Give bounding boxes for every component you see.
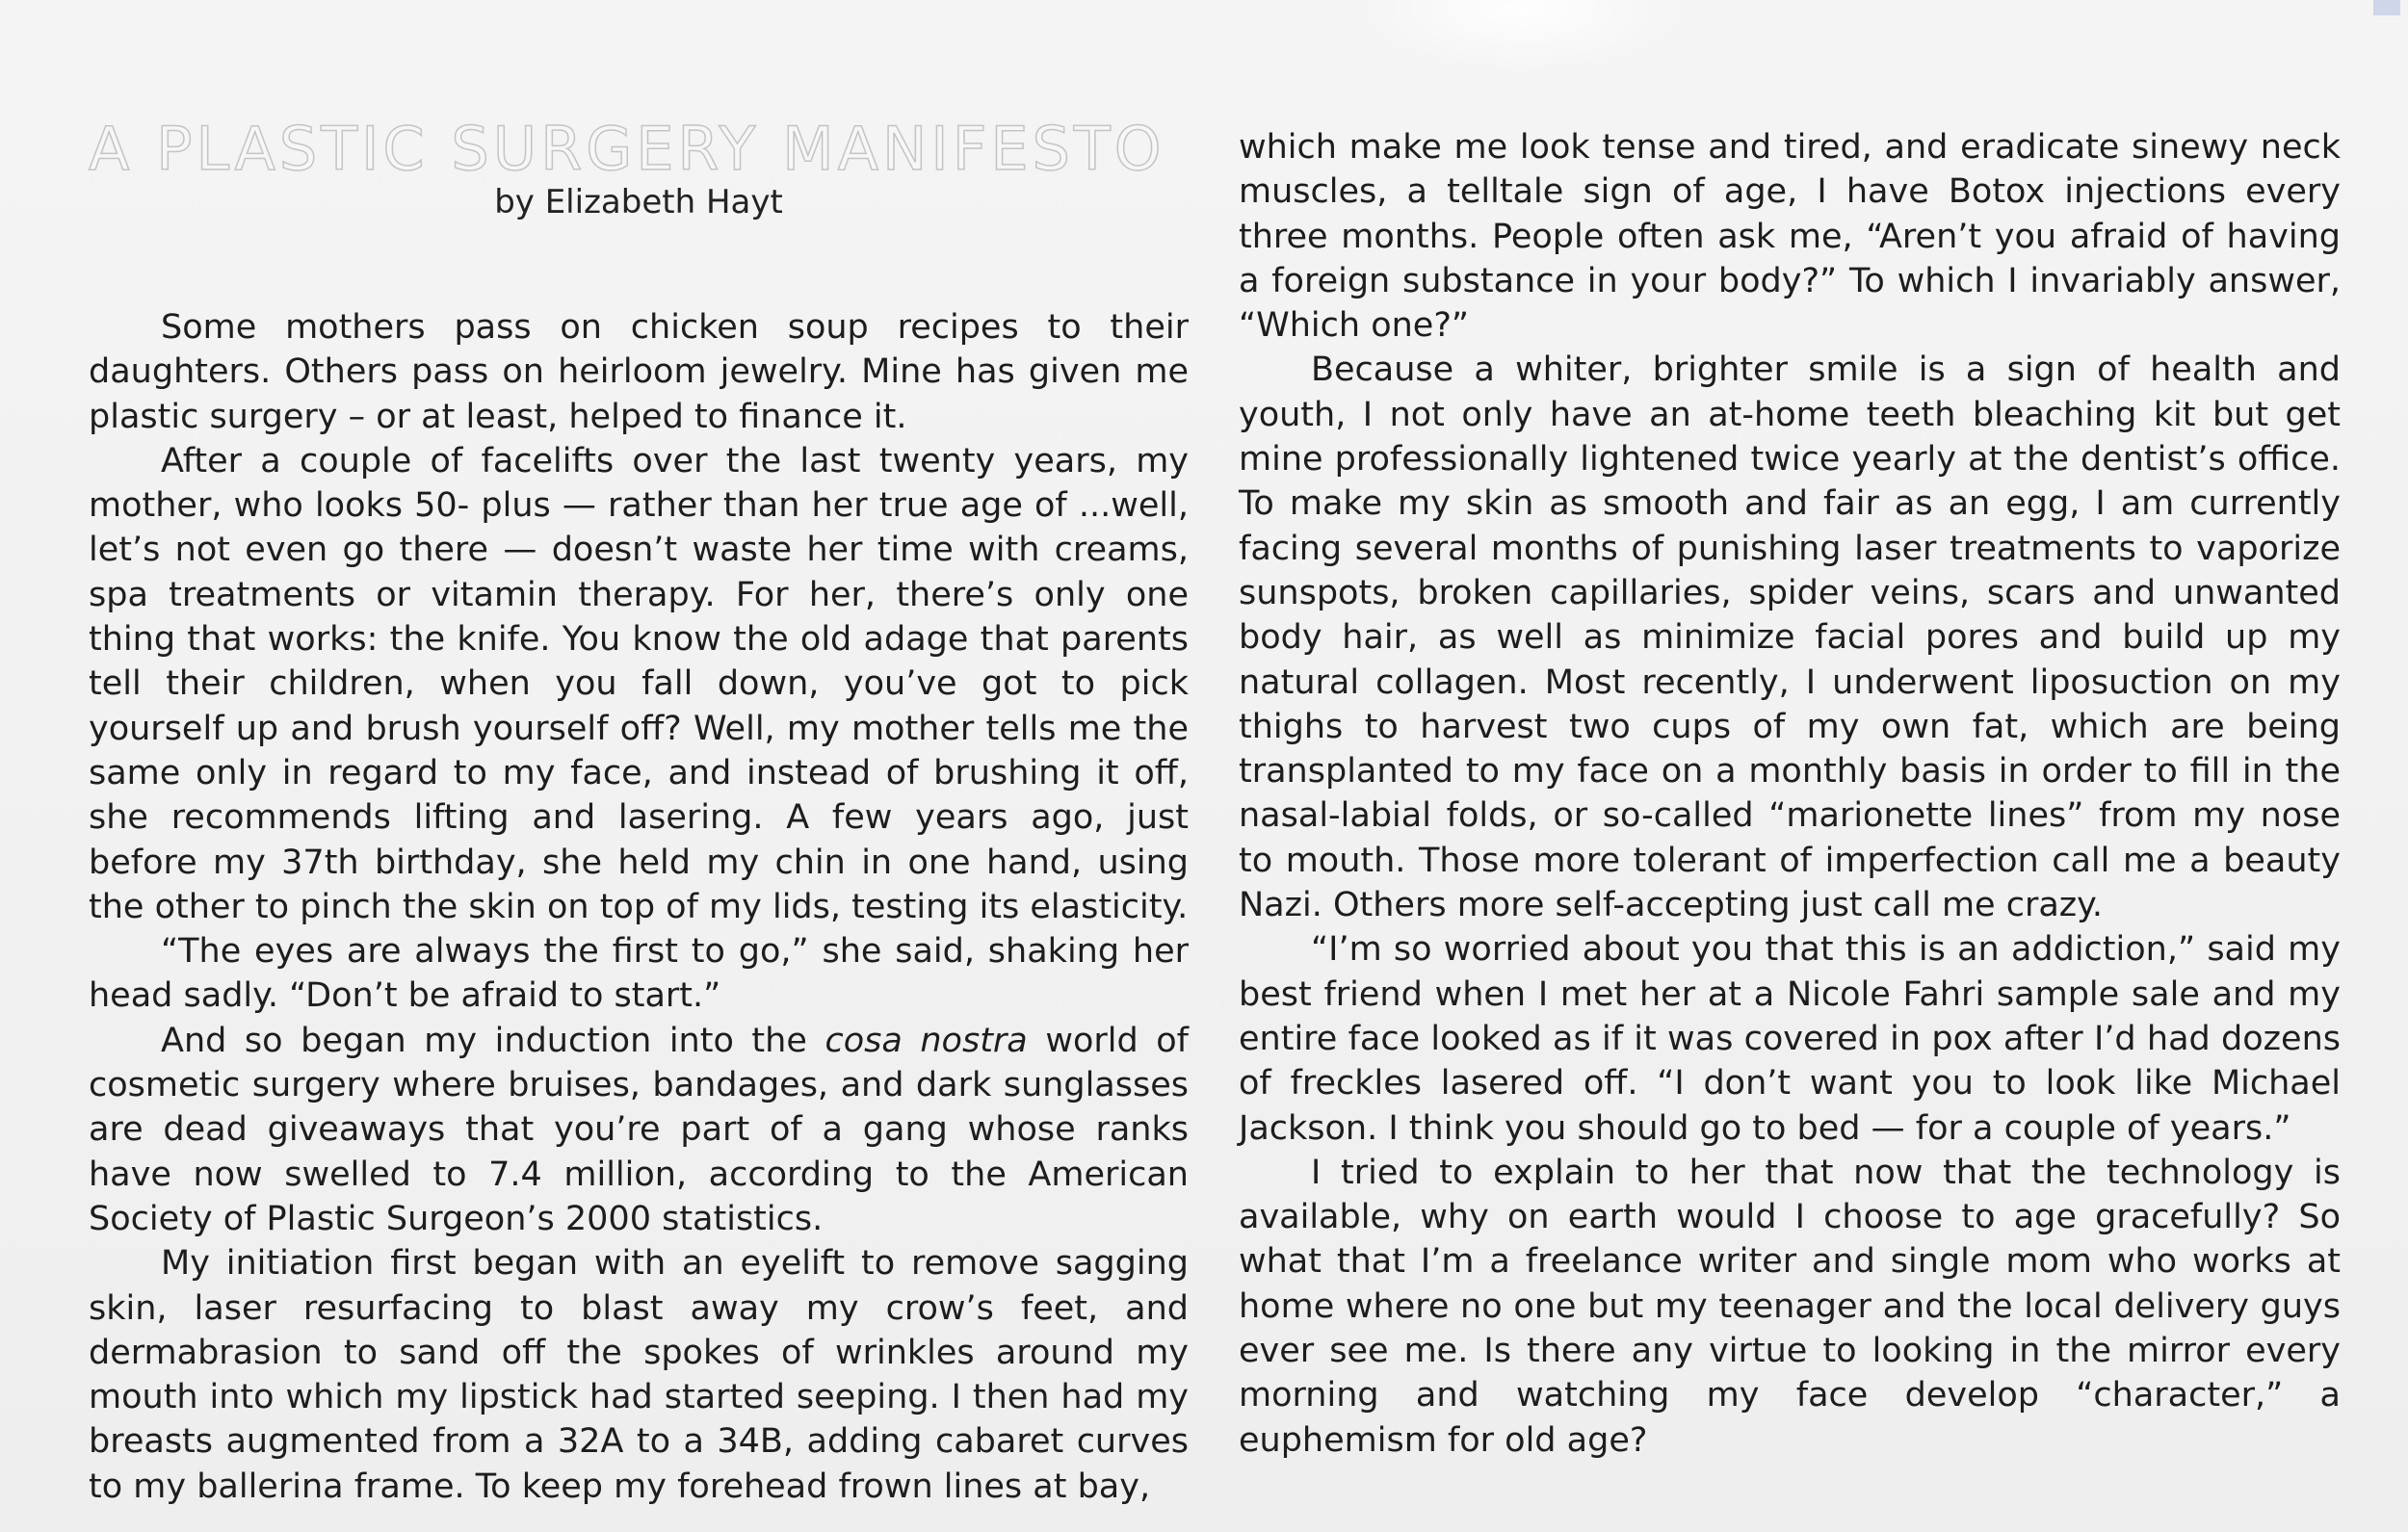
article-byline: by Elizabeth Hayt — [494, 183, 783, 221]
article-title: A PLASTIC SURGERY MANIFESTO — [89, 114, 1165, 184]
paragraph-2: After a couple of facelifts over the last twenty years, my mother, who looks 50- plus — rather than her true age of ...well, let’s not even go there — doesn’t waste her time with creams, spa treatments or vitamin therapy. For her, there’s only one thing that works: the knife. You know the old adage that parents tell their children, when you fall down, you’ve got to pick yourself up and brush yourself off? Well, my mother tells me the same only in regard to my face, and instead of brushing it off, she recommends lifting and lasering. A few years ago, just before my 37th birthday, she held my chin in one hand, using the other to pinch the skin on top of my lids, testing its elasticity. — [89, 441, 1189, 926]
paragraph-4-lead: And so began my induction into the — [161, 1021, 825, 1060]
paragraph-4 — [89, 1019, 1189, 1241]
italic-phrase: cosa nostra — [824, 1021, 1028, 1060]
paragraph-3: “The eyes are always the first to go,” she said, shaking her head sadly. “Don’t be afraid to start.” — [89, 932, 1189, 1016]
paragraph-6: which make me look tense and tired, and eradicate sinewy neck muscles, a telltale sign of age, I have Botox injections every three months. People often ask me, “Aren’t you afraid of having a foreign substance in your body?” To which I invariably answer, “Which one?” — [1239, 128, 2341, 346]
paragraph-7: Because a whiter, brighter smile is a sign of health and youth, I not only have an at-home teeth bleaching kit but get mine professionally lightened twice yearly at the dentist’s office. To make my skin as smooth and fair as an egg, I am currently facing several months of punishing laser treatments to vaporize sunspots, broken capillaries, spider veins, scars and unwanted body hair, as well as minimize facial pores and build up my natural collagen. Most recently, I underwent liposuction on my thighs to harvest two cups of my own fat, which are being transplanted to my face on a monthly basis in order to fill in the nasal-labial folds, or so-called “marionette lines” from my nose to mouth. Those more tolerant of imperfection call me a beauty Nazi. Others more self-accepting just call me crazy. — [1239, 351, 2341, 925]
paragraph-1: Some mothers pass on chicken soup recipes to their daughters. Others pass on heirloom jewelry. Mine has given me plastic surgery – or at least, helped to finance it. — [89, 308, 1189, 436]
paragraph-5: My initiation first began with an eyelift to remove sagging skin, laser resurfacing to blast away my crow’s feet, and dermabrasion to sand off the spokes of wrinkles around my mouth into which my lipstick had started seeping. I then had my breasts augmented from a 32A to a 34B, adding cabaret curves to my ballerina frame. To keep my forehead frown lines at bay, — [89, 1244, 1189, 1506]
paragraph-4-rest: world of cosmetic surgery where bruises, bandages, and dark sunglasses are dead giveaways that you’re part of a gang whose ranks have now swelled to 7.4 million, according to the American Society of Plastic Surgeon’s 2000 statistics. — [89, 1021, 1190, 1238]
paragraph-8: “I’m so worried about you that this is an addiction,” said my best friend when I met her at a Nicole Fahri sample sale and my entire face looked as if it was covered in pox after I’d had dozens of freckles lasered off. “I don’t want you to look like Michael Jackson. I think you should go to bed — for a couple of years.” — [1239, 930, 2341, 1148]
page-fold-highlight — [1348, 0, 1695, 77]
right-column — [1239, 125, 2341, 1463]
corner-mark — [2373, 0, 2400, 15]
left-column — [89, 305, 1189, 1509]
paragraph-9: I tried to explain to her that now that the technology is available, why on earth would I choose to age gracefully? So what that I’m a freelance writer and single mom who works at home where no one but my teenager and the local delivery guys ever see me. Is there any virtue to looking in the mirror every morning and watching my face develop “character,” a euphemism for old age? — [1239, 1153, 2341, 1460]
